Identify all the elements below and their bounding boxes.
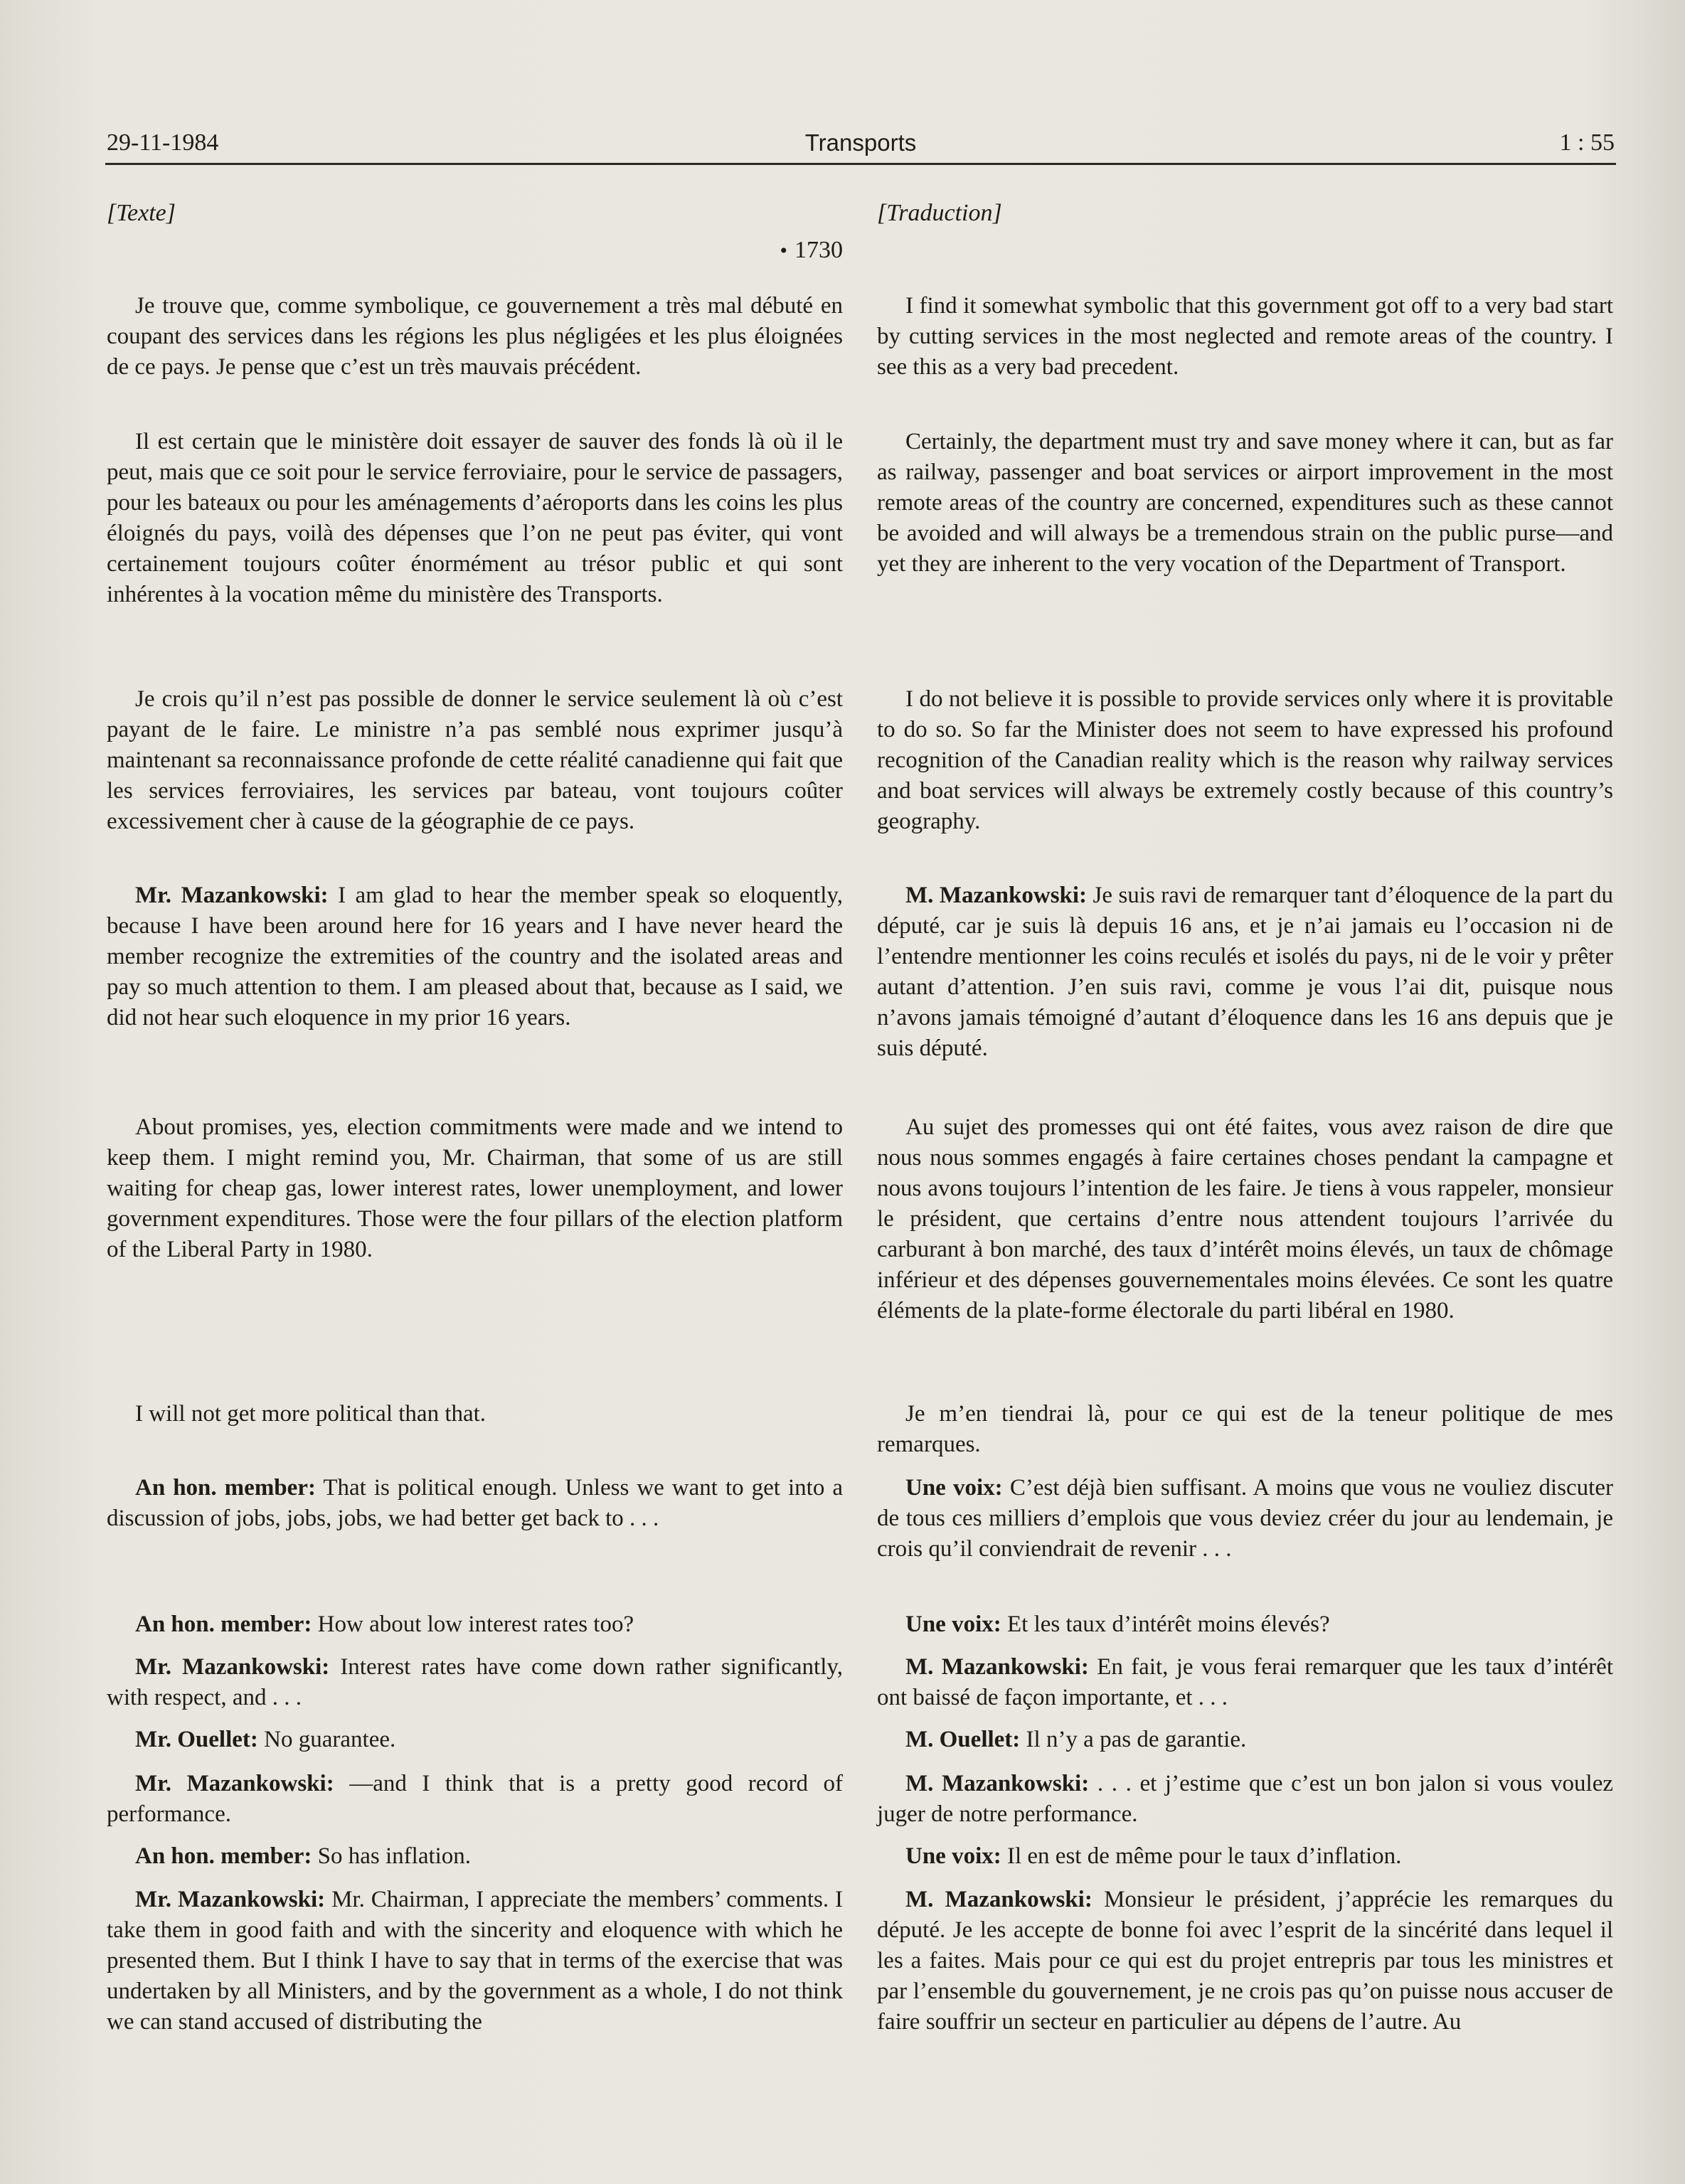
column-label: [Traduction] [877, 200, 1002, 226]
paragraph [107, 1652, 843, 1713]
header-date: 29-11-1984 [107, 129, 219, 156]
paragraph [877, 1399, 1613, 1460]
paragraph-text: Mr. Chairman, I appreciate the members’ comments. I take them in good faith and with the sincerity and eloquence with which he presented them. But I think I have to say that in terms of the exercise that was undertaken by all Ministers, and by the government as a whole, I do not think we can stand accused of distributing the [107, 1887, 844, 2035]
speaker-name: Une voix: [905, 1843, 1001, 1869]
timecode-value: 1730 [794, 237, 843, 263]
paragraph-text: I do not believe it is possible to provide services only where it is provitable to do so. So far the Minister does not seem to have expressed his profound recognition of the Canadian reality which is the reason why railway services and boat services will always be extremely costly because of this country’s geography. [877, 686, 1613, 834]
paragraph-text: Je trouve que, comme symbolique, ce gouvernement a très mal débuté en coupant des services dans les régions les plus négligées et les plus éloignées de ce pays. Je pense que c’est un très mauvais précédent. [107, 293, 843, 380]
paragraph [107, 684, 843, 837]
paragraph [107, 880, 843, 1033]
speaker-name: Une voix: [905, 1475, 1003, 1501]
paragraph [107, 1609, 843, 1640]
paragraph [877, 1609, 1613, 1640]
page-header [107, 125, 1615, 161]
paragraph-text: Et les taux d’intérêt moins élevés? [1001, 1612, 1330, 1637]
speaker-name: Mr. Mazankowski: [135, 1887, 326, 1912]
paragraph [877, 427, 1613, 580]
paragraph-text: Certainly, the department must try and save money where it can, but as far as railway, passenger and boat services or airport improvement in the most remote areas of the country are concerned, expenditures such as these cannot be avoided and will always be a tremendous strain on the public purse—and yet they are inherent to the very vocation of the Department of Transport. [877, 429, 1613, 577]
paragraph-text: En fait, je vous ferai remarquer que les taux d’intérêt ont baissé de façon importante, et . . . [877, 1654, 1613, 1710]
paragraph [877, 684, 1613, 837]
speaker-name: M. Mazankowski: [905, 1887, 1093, 1912]
paragraph [877, 1725, 1613, 1755]
speaker-name: M. Mazankowski: [905, 1771, 1090, 1796]
paragraph [107, 1399, 843, 1429]
paragraph-text: Interest rates have come down rather significantly, with respect, and . . . [107, 1654, 843, 1710]
paragraph [107, 427, 843, 610]
paragraph [877, 1841, 1613, 1872]
speaker-name: Mr. Ouellet: [135, 1727, 258, 1752]
speaker-name: M. Mazankowski: [905, 883, 1088, 908]
paragraph [877, 291, 1613, 383]
header-page-number: 1 : 55 [1559, 129, 1615, 156]
speaker-name: M. Mazankowski: [905, 1654, 1089, 1680]
paragraph [877, 1769, 1613, 1830]
paragraph [877, 1112, 1613, 1326]
paragraph-text: . . . et j’estime que c’est un bon jalon si vous voulez juger de notre performance. [877, 1771, 1613, 1827]
speaker-name: Une voix: [905, 1612, 1001, 1637]
paragraph-text: Il est certain que le ministère doit essayer de sauver des fonds là où il le peut, mais que ce soit pour le service ferroviaire, pour le service de passagers, pour les bateaux ou pour les aménagements d’aéroports dans les coins les plus éloignés du pays, voilà des dépenses que l’on ne peut pas éviter, qui vont certainement toujours coûter énormément au trésor public et qui sont inhérentes à la vocation même du ministère des Transports. [107, 429, 843, 607]
speaker-name: An hon. member: [135, 1475, 316, 1501]
speaker-name: M. Ouellet: [905, 1727, 1021, 1752]
paragraph [107, 1725, 843, 1755]
paragraph [107, 291, 843, 383]
header-rule [105, 163, 1616, 165]
paragraph-text: I will not get more political than that. [135, 1401, 487, 1427]
paragraph [877, 880, 1613, 1064]
speaker-name: An hon. member: [135, 1612, 312, 1637]
paragraph-text: —and I think that is a pretty good record of performance. [107, 1771, 843, 1827]
column-label: [Texte] [107, 200, 176, 226]
speaker-name: Mr. Mazankowski: [135, 883, 329, 908]
paragraph-text: Je m’en tiendrai là, pour ce qui est de la teneur politique de mes remarques. [877, 1401, 1613, 1457]
paragraph-text: I am glad to hear the member speak so eloquently, because I have been around here for 16 years and I have never heard the member recognize the extremities of the country and the isolated areas and pay so much attention to them. I am pleased about that, because as I said, we did not hear such eloquence in my prior 16 years. [107, 883, 843, 1030]
timecode [780, 235, 843, 266]
paragraph-text: I find it somewhat symbolic that this government got off to a very bad start by cutting services in the most neglected and remote areas of the country. I see this as a very bad precedent. [877, 293, 1613, 380]
speaker-name: An hon. member: [135, 1843, 312, 1869]
paragraph-text: That is political enough. Unless we want to get into a discussion of jobs, jobs, jobs, we had better get back to . . . [107, 1475, 843, 1531]
paragraph [107, 1112, 843, 1265]
paragraph [107, 1885, 843, 2037]
paragraph-text: So has inflation. [312, 1843, 472, 1869]
paragraph [877, 1885, 1613, 2037]
paragraph-text: Je suis ravi de remarquer tant d’éloquence de la part du député, car je suis là depuis 16 ans, et je n’ai jamais eu l’occasion ni de l’entendre mentionner les coins reculés et isolés du pays, ni de le voir y prêter autant d’attention. J’en suis ravi, comme je vous l’ai dit, puisque nous n’avons jamais témoigné d’autant d’éloquence dans les 16 ans depuis que je suis député. [877, 883, 1613, 1061]
paragraph [107, 1769, 843, 1830]
bullet-icon: • [780, 239, 787, 262]
paragraph-text: C’est déjà bien suffisant. A moins que vous ne vouliez discuter de tous ces milliers d’emplois que vous deviez créer du jour au lendemain, je crois qu’il conviendrait de revenir . . . [877, 1475, 1613, 1562]
paragraph-text: Monsieur le président, j’apprécie les remarques du député. Je les accepte de bonne foi avec l’esprit de la sincérité dans lequel il les a faites. Mais pour ce qui est du projet entrepris par tous les ministres et par l’ensemble du gouvernement, je ne crois pas qu’on puisse nous accuser de faire souffrir un secteur en particulier au dépens de l’autre. Au [877, 1887, 1613, 2035]
paragraph-text: Au sujet des promesses qui ont été faites, vous avez raison de dire que nous nous sommes engagés à faire certaines choses pendant la campagne et nous avons toujours l’intention de les faire. Je tiens à vous rappeler, monsieur le président, que certains d’entre nous attendent toujours l’arrivée du carburant à bon marché, des taux d’intérêt moins élevés, un taux de chômage inférieur et des dépenses gouvernementales moins élevées. Ce sont les quatre éléments de la plate-forme électorale du parti libéral en 1980. [877, 1114, 1613, 1323]
paragraph [877, 1652, 1613, 1713]
speaker-name: Mr. Mazankowski: [135, 1771, 334, 1796]
paragraph [107, 1473, 843, 1534]
speaker-name: Mr. Mazankowski: [135, 1654, 330, 1680]
paragraph-text: No guarantee. [257, 1727, 396, 1752]
paragraph [107, 1841, 843, 1872]
paragraph-text: Il n’y a pas de garantie. [1020, 1727, 1247, 1752]
paragraph-text: About promises, yes, election commitments were made and we intend to keep them. I might remind you, Mr. Chairman, that some of us are still waiting for cheap gas, lower interest rates, lower unemployment, and lower government expenditures. Those were the four pillars of the election platform of the Liberal Party in 1980. [107, 1114, 843, 1262]
paragraph-text: How about low interest rates too? [312, 1612, 634, 1637]
header-title: Transports [804, 129, 917, 156]
paragraph [877, 1473, 1613, 1565]
paragraph-text: Je crois qu’il n’est pas possible de donner le service seulement là où c’est payant de le faire. Le ministre n’a pas semblé nous exprimer jusqu’à maintenant sa reconnaissance profonde de cette réalité canadienne qui fait que les services ferroviaires, les services par bateau, vont toujours coûter excessivement cher à cause de la géographie de ce pays. [107, 686, 843, 834]
paragraph-text: Il en est de même pour le taux d’inflation. [1001, 1843, 1402, 1869]
